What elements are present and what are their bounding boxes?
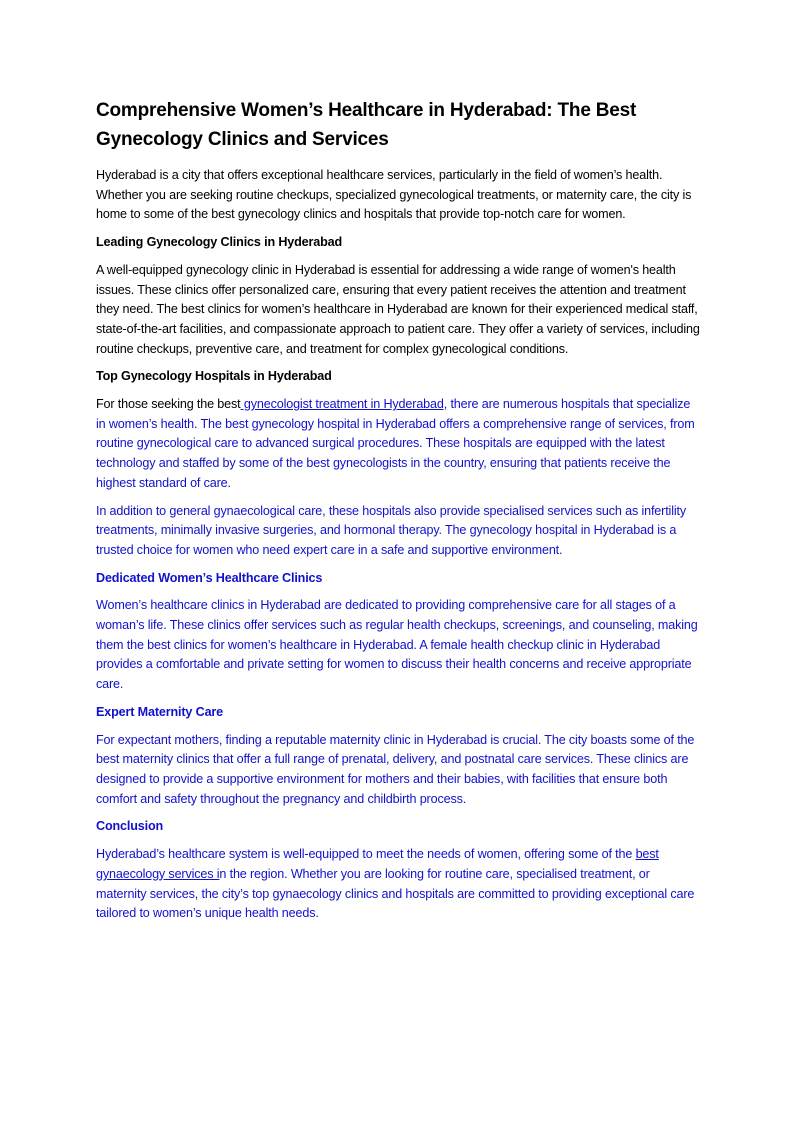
- section-body-conclusion: [96, 845, 700, 924]
- gynecologist-treatment-link[interactable]: gynecologist treatment in Hyderabad,: [240, 397, 448, 412]
- document-title: Comprehensive Women’s Healthcare in Hyderabad: The Best Gynecology Clinics and Services: [96, 100, 637, 150]
- section-body-top-hospitals: [96, 395, 700, 494]
- section-heading-maternity: Expert Maternity Care: [96, 704, 224, 719]
- section-heading-conclusion: Conclusion: [96, 819, 164, 834]
- best-gynaecology-services-link[interactable]: best gynaecology services i: [96, 847, 659, 881]
- paragraph-text: there are numerous hospitals that specialize in women’s health. The best gynecology hospital in Hyderabad offers a comprehensive range of services, from routine gynecological care to advanced surgical procedures. These hospitals are equipped with the latest technology and staffed by some of the best gynecologists in the country, ensuring that patients receive the highest standard of care.: [96, 397, 695, 490]
- section-body-specialised-services: In addition to general gynaecological care, these hospitals also provide specialised services such as infertility treatments, minimally invasive surgeries, and hormonal therapy. The gynecology hospital in Hyderabad is a trusted choice for women who need expert care in a safe and supportive environment.: [96, 503, 686, 557]
- paragraph-text: n the region. Whether you are looking for routine care, specialised treatment, or maternity services, the city’s top gynaecology clinics and hospitals are committed to providing exceptional care tailored to women’s unique health needs.: [96, 866, 695, 921]
- section-heading-top-hospitals: Top Gynecology Hospitals in Hyderabad: [96, 369, 332, 384]
- section-body-maternity: For expectant mothers, finding a reputable maternity clinic in Hyderabad is crucial. The city boasts some of the best maternity clinics that offer a full range of prenatal, delivery, and postnatal care services. These clinics are designed to provide a supportive environment for mothers and their babies, with facilities that ensure both comfort and safety throughout the pregnancy and childbirth process.: [96, 732, 695, 806]
- paragraph-text: For those seeking the best: [96, 397, 241, 412]
- document-page: [96, 96, 700, 932]
- section-heading-womens-clinics: Dedicated Women’s Healthcare Clinics: [96, 570, 323, 585]
- intro-paragraph: Hyderabad is a city that offers exceptional healthcare services, particularly in the field of women’s health. Whether you are seeking routine checkups, specialized gynecological treatments, or maternity care, the city is home to some of the best gynecology clinics and hospitals that provide top-notch care for women.: [96, 168, 692, 222]
- section-body-womens-clinics: Women’s healthcare clinics in Hyderabad are dedicated to providing comprehensive care for all stages of a woman’s life. These clinics offer services such as regular health checkups, screenings, and counseling, making them the best clinics for women’s healthcare in Hyderabad. A female health checkup clinic in Hyderabad provides a comfortable and private setting for women to discuss their health concerns and receive appropriate care.: [96, 598, 698, 692]
- section-heading-leading-clinics: Leading Gynecology Clinics in Hyderabad: [96, 235, 343, 250]
- paragraph-text: Hyderabad’s healthcare system is well-equipped to meet the needs of women, offering some of the: [96, 847, 636, 862]
- section-body-leading-clinics: A well-equipped gynecology clinic in Hyderabad is essential for addressing a wide range of women's health issues. These clinics offer personalized care, ensuring that every patient receives the attention and treatment they need. The best clinics for women’s healthcare in Hyderabad are known for their experienced medical staff, state-of-the-art facilities, and compassionate approach to patient care. They offer a variety of services, including routine checkups, preventive care, and treatment for complex gynecological conditions.: [96, 262, 700, 356]
